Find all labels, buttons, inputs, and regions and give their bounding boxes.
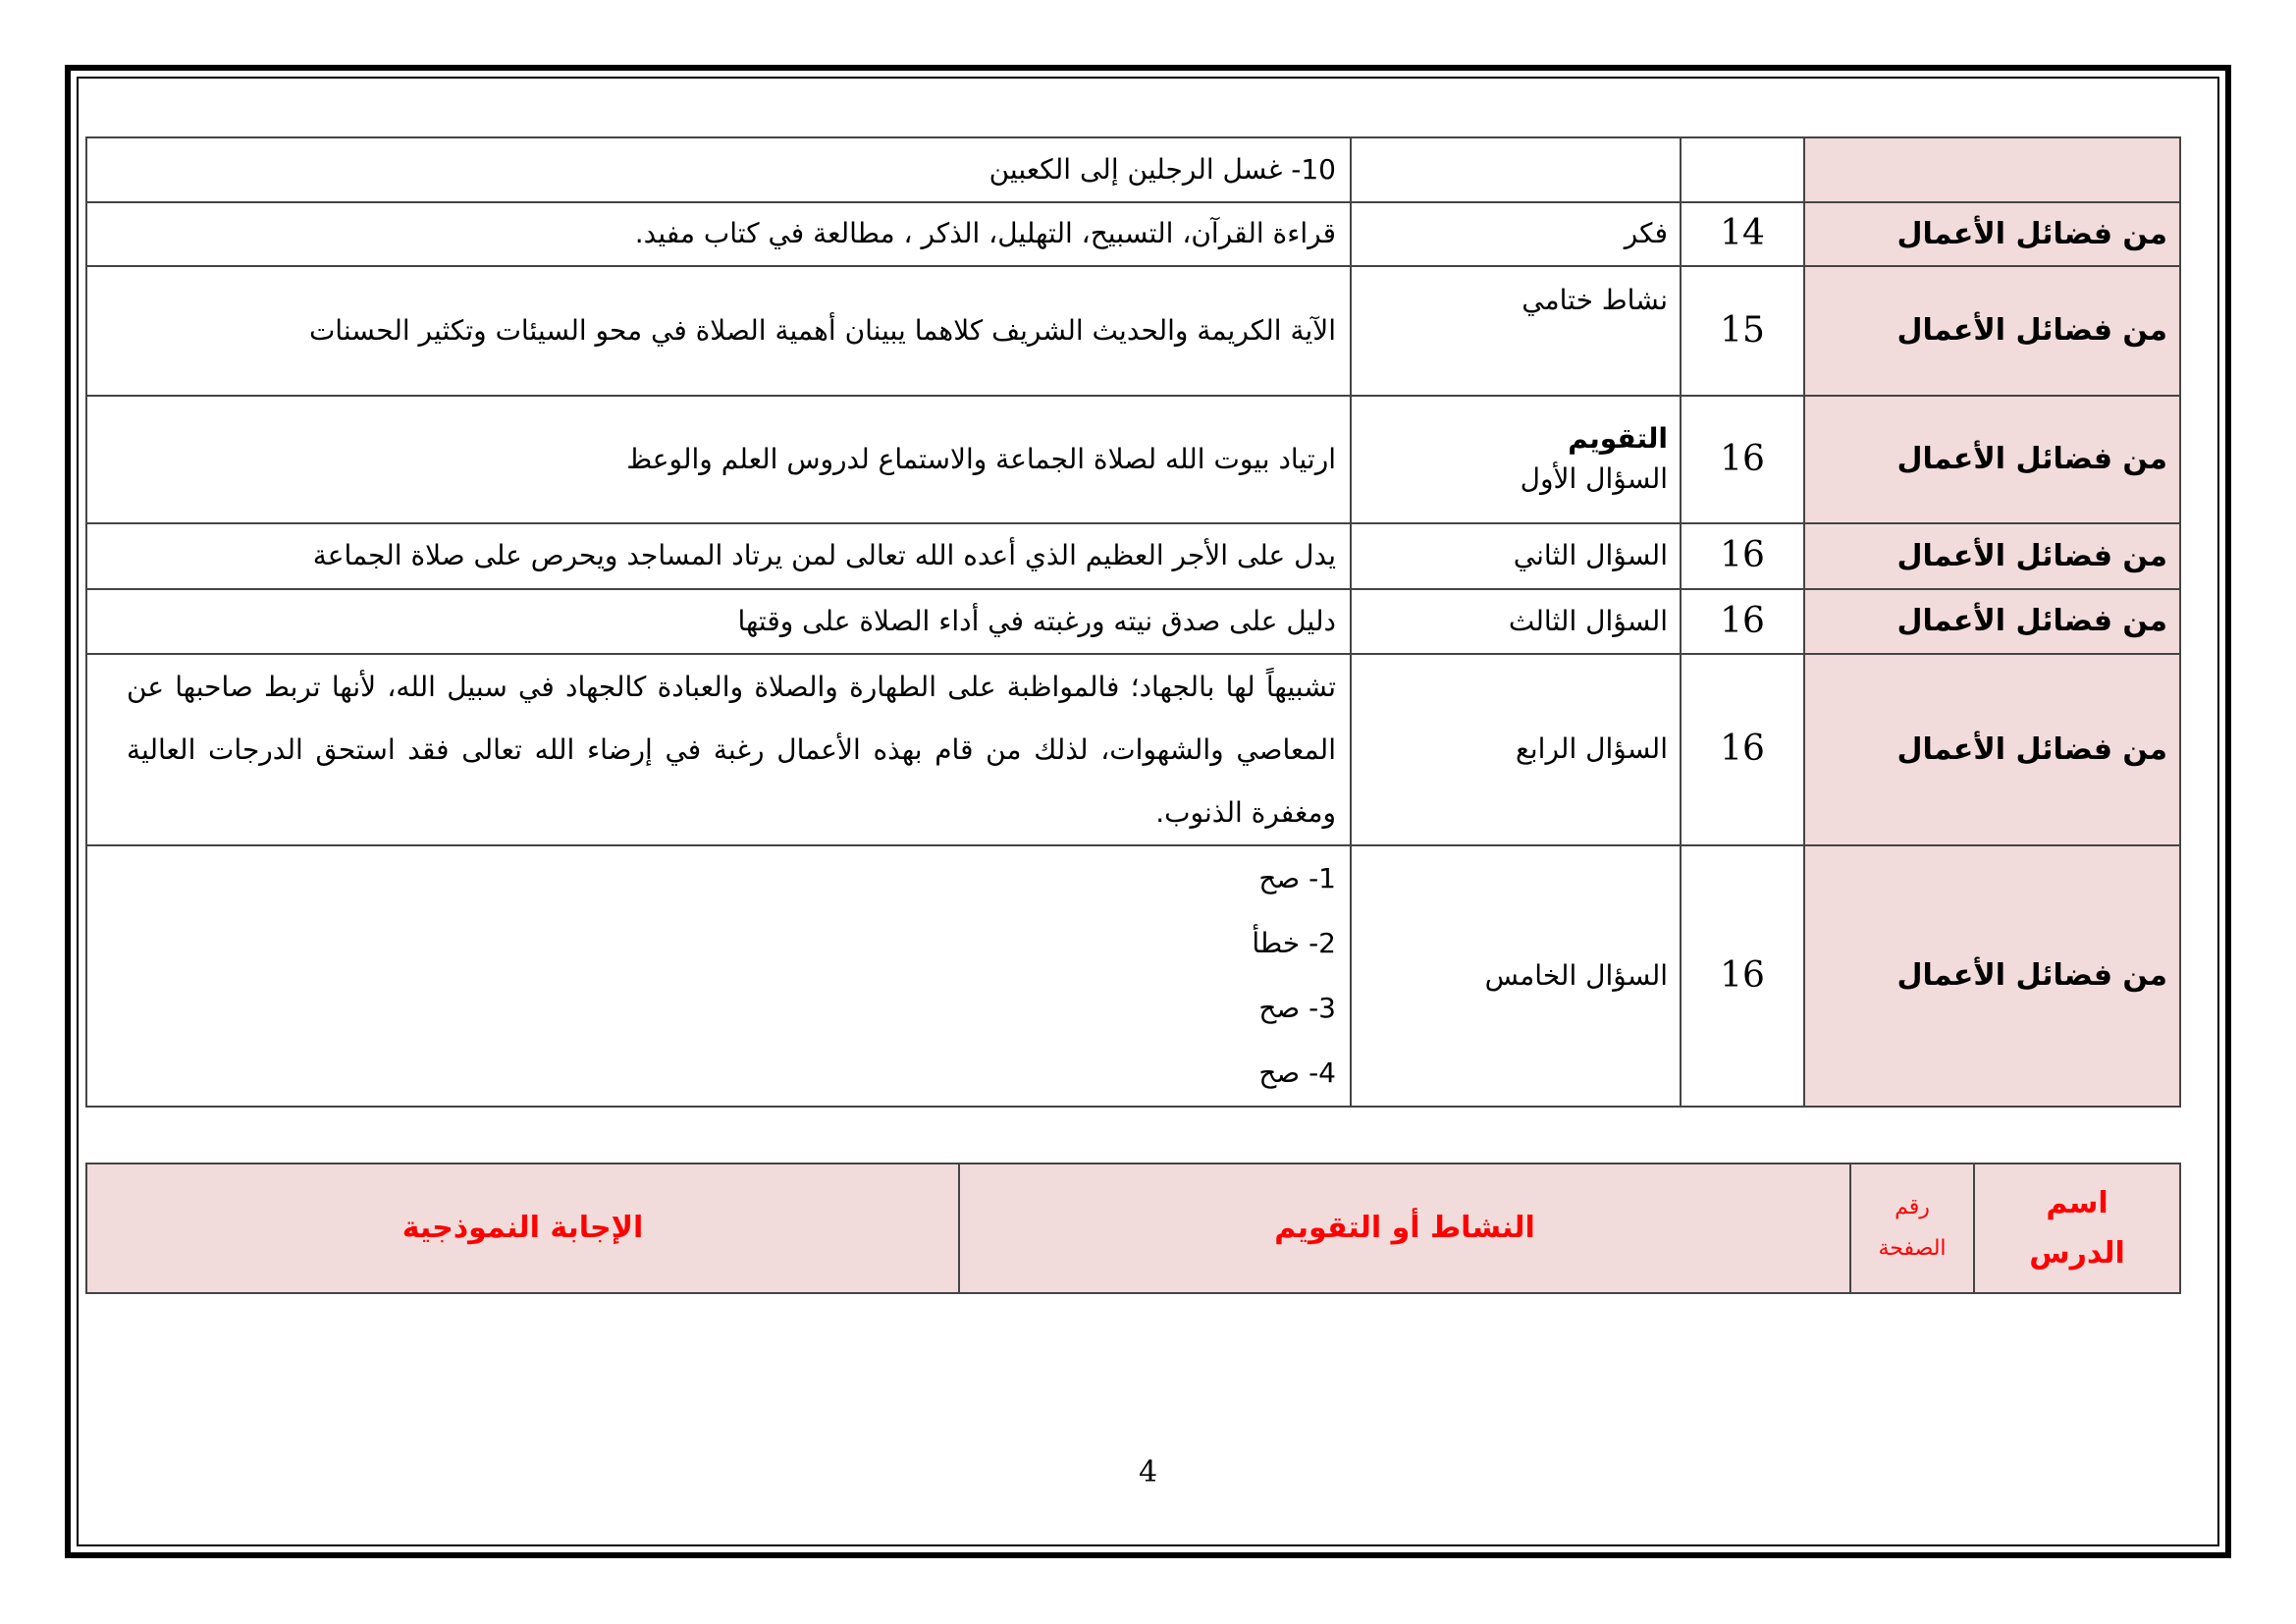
answer-list-item: 3- صح: [1258, 992, 1336, 1024]
answer-cell: [86, 137, 1351, 202]
answer-cell: يدل على الأجر العظيم الذي أعده الله تعالى لمن يرتاد المساجد ويحرص على صلاة الجماعة: [86, 523, 1351, 589]
page-cell: 16: [1681, 589, 1804, 654]
answer-cell: ارتياد بيوت الله لصلاة الجماعة والاستماع لدروس العلم والوعظ: [86, 396, 1351, 523]
header-page-number: [1850, 1164, 1974, 1293]
header-activity: النشاط أو التقويم: [959, 1164, 1850, 1293]
header-lesson-line-2: الدرس: [2029, 1236, 2125, 1271]
page-cell: 15: [1681, 266, 1804, 396]
header-model-answer: الإجابة النموذجية: [86, 1164, 959, 1293]
answer-cell: [86, 845, 1351, 1107]
table-row: [86, 137, 2180, 202]
page-cell: [1681, 137, 1804, 202]
lesson-cell: من فضائل الأعمال: [1804, 589, 2180, 654]
activity-cell: السؤال الرابع: [1351, 654, 1681, 845]
table-row: [86, 845, 2180, 1107]
table-row: [86, 202, 2180, 266]
answer-text: 10- غسل الرجلين إلى الكعبين: [988, 152, 1336, 186]
activity-cell: السؤال الخامس: [1351, 845, 1681, 1107]
answer-cell: دليل على صدق نيته ورغبته في أداء الصلاة على وقتها: [86, 589, 1351, 654]
table-row: [86, 396, 2180, 523]
activity-cell: السؤال الثاني: [1351, 523, 1681, 589]
page-cell: 16: [1681, 654, 1804, 845]
table-row: [86, 523, 2180, 589]
lesson-cell: [1804, 137, 2180, 202]
activity-cell: فكر: [1351, 202, 1681, 266]
page-cell: 16: [1681, 845, 1804, 1107]
activity-cell: السؤال الثالث: [1351, 589, 1681, 654]
header-page-line-1: رقم: [1895, 1195, 1930, 1220]
lesson-cell: من فضائل الأعمال: [1804, 266, 2180, 396]
answer-cell: قراءة القرآن، التسبيح، التهليل، الذكر ، مطالعة في كتاب مفيد.: [86, 202, 1351, 266]
activity-cell: نشاط ختامي: [1351, 266, 1681, 396]
header-row: [86, 1164, 2180, 1293]
lesson-cell: من فضائل الأعمال: [1804, 654, 2180, 845]
answers-table: [85, 136, 2181, 1108]
activity-cell: [1351, 396, 1681, 523]
lesson-cell: من فضائل الأعمال: [1804, 523, 2180, 589]
table-row: [86, 266, 2180, 396]
table-row: [86, 654, 2180, 845]
activity-cell: [1351, 137, 1681, 202]
page-cell: 14: [1681, 202, 1804, 266]
question-label: السؤال الأول: [1520, 462, 1668, 495]
page-cell: 16: [1681, 523, 1804, 589]
page-number: 4: [1138, 1455, 1158, 1489]
answer-cell: الآية الكريمة والحديث الشريف كلاهما يبينان أهمية الصلاة في محو السيئات وتكثير الحسنات: [86, 266, 1351, 396]
header-page-line-2: الصفحة: [1878, 1236, 1947, 1261]
header-lesson-name: [1974, 1164, 2180, 1293]
answer-list-item: 2- خطأ: [1252, 927, 1336, 959]
lesson-cell: من فضائل الأعمال: [1804, 202, 2180, 266]
answer-list-item: 4- صح: [1258, 1056, 1336, 1089]
evaluation-heading: التقويم: [1568, 422, 1668, 456]
lesson-cell: من فضائل الأعمال: [1804, 396, 2180, 523]
answer-list-item: 1- صح: [1258, 862, 1336, 894]
page-cell: 16: [1681, 396, 1804, 523]
table-row: [86, 589, 2180, 654]
column-header-table: [85, 1163, 2181, 1294]
answer-cell: تشبيهاً لها بالجهاد؛ فالمواظبة على الطهارة والصلاة والعبادة كالجهاد في سبيل الله، لأنها تربط صاحبها عن المعاصي والشهوات، لذلك من قام بهذه الأعمال رغبة في إرضاء الله تعالى فقد استحق الدرجات العالية ومغفرة الذنوب.: [86, 654, 1351, 845]
header-lesson-line-1: اسم: [2046, 1186, 2109, 1220]
lesson-cell: من فضائل الأعمال: [1804, 845, 2180, 1107]
